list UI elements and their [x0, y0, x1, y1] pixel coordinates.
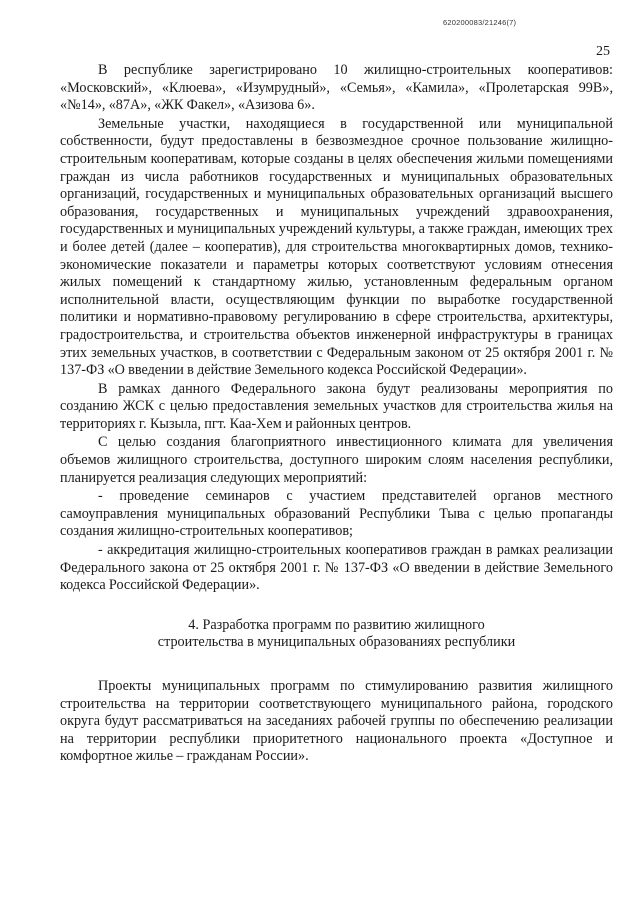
section-heading-line-2: строительства в муниципальных образованиях республики: [157, 634, 516, 651]
paragraph-federal-law-measures: В рамках данного Федерального закона будут реализованы мероприятия по созданию ЖСК с целью предоставления земельных участков для строительства жилья на территориях г. Кызыла, пгт. Каа-Хем и районных центров.: [60, 380, 613, 432]
paragraph-municipal-programs: Проекты муниципальных программ по стимулированию развития жилищного строительства на территории соответствующего муниципального района, городского округа будут рассматриваться на заседаниях рабочей группы по обеспечению реализации на территории республики приоритетного национального проекта «Доступное и комфортное жилье – гражданам России».: [60, 678, 613, 765]
document-body: [60, 62, 613, 766]
list-item-seminars: - проведение семинаров с участием представителей органов местного самоуправления муниципальных образований Республики Тыва с целью пропаганды создания жилищно-строительных кооперативов;: [60, 488, 613, 540]
list-item-accreditation: - аккредитация жилищно-строительных кооперативов граждан в рамках реализации Федерального закона от 25 октября 2001 г. № 137-ФЗ «О введении в действие Земельного кодекса Российской Федерации».: [60, 542, 613, 594]
section-heading: [60, 617, 613, 652]
paragraph-land-plots: Земельные участки, находящиеся в государственной или муниципальной собственности, будут предоставлены в безвозмездное срочное пользование жилищно-строительным кооперативам, которые созданы в целях обеспечения жильми помещениями граждан из числа работников государственных и муниципальных образовательных организаций, государственных и муниципальных образовательных организаций высшего образования, государственных и муниципальных учреждений здравоохранения, государственных и муниципальных учреждений культуры, а также граждан, имеющих трех и более детей (далее – кооператив), для строительства многоквартирных домов, технико-экономические показатели и параметры которых соответствуют условиям отнесения жилых помещений к стандартному жилью, установленным федеральным органом исполнительной власти, осуществляющим функции по выработке государственной политики и нормативно-правовому регулированию в сфере строительства, архитектуры, градостроительства, и строительства объектов инженерной инфраструктуры в границах этих земельных участков, в соответствии с Федеральным законом от 25 октября 2001 г. № 137-ФЗ «О введении в действие Земельного кодекса Российской Федерации».: [60, 115, 613, 379]
section-heading-line-1: 4. Разработка программ по развитию жилищного: [188, 616, 485, 633]
paragraph-cooperatives-list: В республике зарегистрировано 10 жилищно-строительных кооперативов: «Московский», «Клюева», «Изумрудный», «Семья», «Камила», «Пролетарская 99В», «№14», «87А», «ЖК Факел», «Азизова 6».: [60, 62, 613, 114]
paragraph-investment-climate: С целью создания благоприятного инвестиционного климата для увеличения объемов жилищного строительства, доступного широким слоям населения республики, планируется реализация следующих мероприятий:: [60, 434, 613, 486]
page-number: 25: [596, 44, 610, 59]
document-id: 620200083/21246(7): [443, 18, 517, 27]
